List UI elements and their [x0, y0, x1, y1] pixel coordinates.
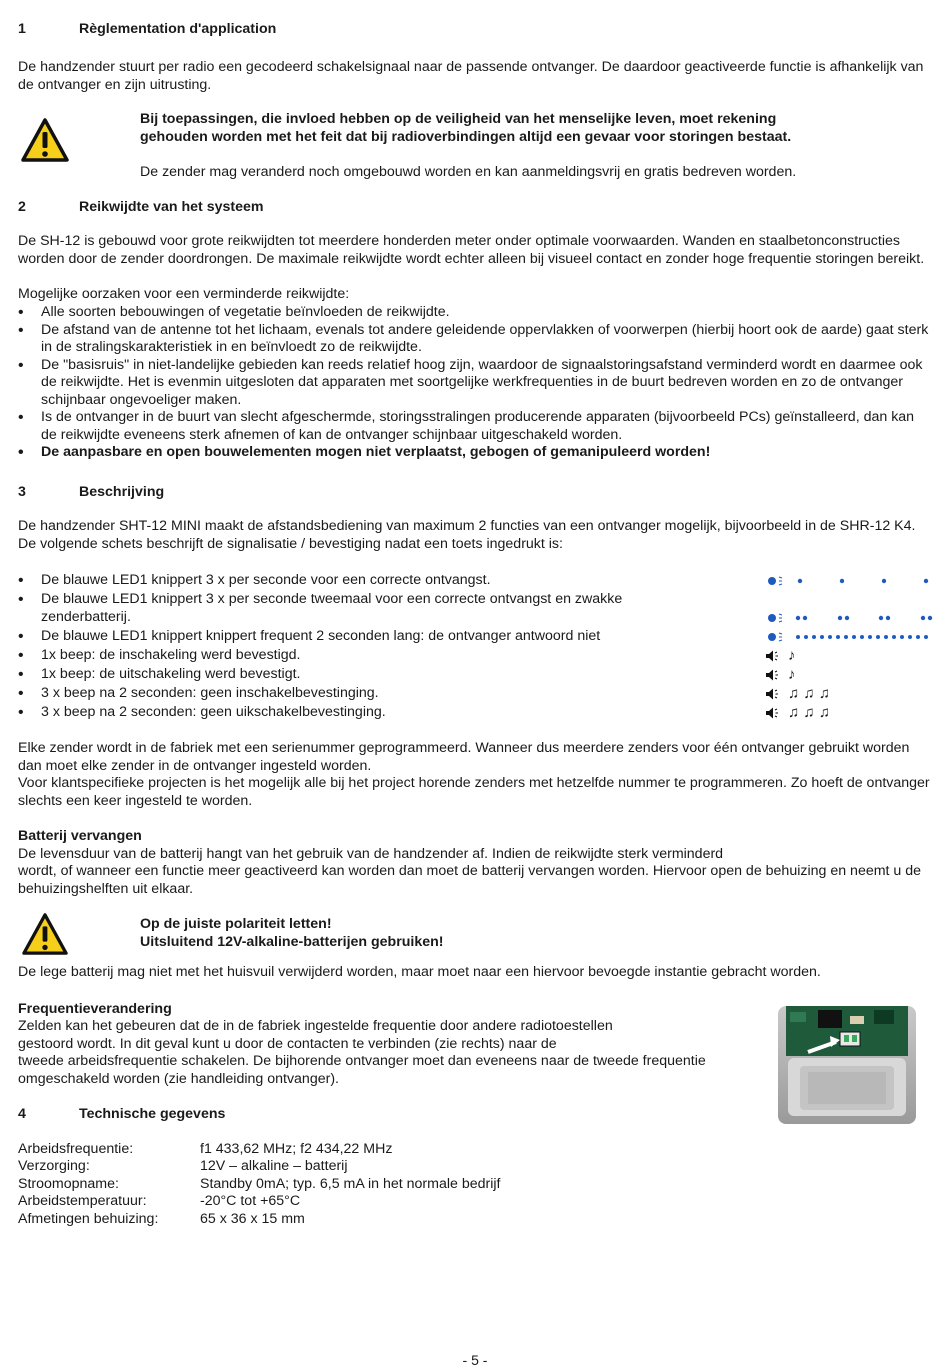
signal-row — [18, 704, 930, 722]
spec-label: Stroomopname: — [18, 1176, 119, 1192]
section-number: 4 — [18, 1106, 26, 1122]
paragraph: De lege batterij mag niet met het huisvuil verwijderd worden, maar moet naar een hiervoor bevoegde instantie gebracht worden. — [18, 964, 821, 980]
signal-row — [18, 647, 930, 665]
warning-text-line: Bij toepassingen, die invloed hebben op de veiligheid van het menselijke leven, moet rekening — [140, 111, 777, 127]
paragraph: De handzender stuurt per radio een gecodeerd schakelsignaal naar de passende ontvanger. De daardoor geactiveerde functie is afhankelijk van de ontvanger en zijn uitrusting. — [18, 59, 924, 93]
section-number: 1 — [18, 21, 26, 37]
signal-text: • De blauwe LED1 knippert knippert frequent 2 seconden lang: de ontvanger antwoord niet — [18, 628, 600, 646]
beep-indicator — [748, 666, 938, 684]
signal-text: • 3 x beep na 2 seconden: geen uikschakelbevestinging. — [18, 704, 386, 722]
subheading: Frequentieverandering — [18, 1001, 172, 1017]
paragraph: De zender mag veranderd noch omgebouwd worden en kan aanmeldingsvrij en gratis bedreven worden. — [140, 164, 797, 180]
speaker-icon — [765, 649, 783, 663]
signal-row — [18, 628, 930, 646]
section-4-heading — [18, 1106, 930, 1124]
page-number: - 5 - — [462, 1352, 488, 1368]
paragraph-line: gestoord wordt. In dit geval kunt u door de contacten te verbinden (zie rechts) naar de — [18, 1036, 557, 1052]
spec-label: Afmetingen behuizing: — [18, 1211, 159, 1227]
warning-text-line: Uitsluitend 12V-alkaline-batterijen gebruiken! — [140, 934, 444, 950]
warning-icon — [20, 912, 70, 956]
paragraph-line: tweede arbeidsfrequentie schakelen. De bijhorende ontvanger moet dan eveneens naar de tweede frequentie — [18, 1053, 706, 1069]
paragraph: De handzender SHT-12 MINI maakt de afstandsbediening van maximum 2 functies van een ontvanger mogelijk, bijvoorbeeld in de SHR-12 K4. De volgende schets beschrijft de signalisatie / bevestiging nadat een toets ingedrukt is: — [18, 518, 916, 552]
section-number: 2 — [18, 199, 26, 215]
signal-text: zenderbatterij. — [41, 609, 131, 625]
beep-indicator — [748, 704, 938, 722]
section-2-heading — [18, 199, 930, 217]
note-icon: ♪ — [788, 666, 796, 683]
led-blink-pattern-icon — [748, 572, 938, 590]
section-1-heading — [18, 21, 930, 39]
spec-value: -20°C tot +65°C — [200, 1193, 301, 1209]
signal-text: • De blauwe LED1 knippert 3 x per seconde voor een correcte ontvangst. — [18, 572, 491, 590]
spec-value: Standby 0mA; typ. 6,5 mA in het normale bedrijf — [200, 1176, 501, 1192]
paragraph-line: Zelden kan het gebeuren dat de in de fabriek ingestelde frequentie door andere radiotoestellen — [18, 1018, 613, 1034]
spec-label: Arbeidstemperatuur: — [18, 1193, 147, 1209]
spec-label: Arbeidsfrequentie: — [18, 1141, 134, 1157]
beep-indicator — [748, 647, 938, 665]
led-fast-blink-pattern-icon — [748, 628, 938, 646]
signal-row — [18, 591, 930, 627]
paragraph: Mogelijke oorzaken voor een verminderde reikwijdte: — [18, 286, 350, 302]
list-item: • Alle soorten bebouwingen of vegetatie beïnvloeden de reikwijdte. — [18, 304, 930, 322]
spec-value: 12V – alkaline – batterij — [200, 1158, 348, 1174]
list-item: • De afstand van de antenne tot het lichaam, evenals tot andere geleidende oppervlakken of voorwerpen (hierbij hoort ook de aarde) gaat sterk in de stralingskarakteristiek in en beïnvloedt zo de reikwijdte. — [18, 322, 930, 357]
speaker-icon — [765, 668, 783, 682]
triple-note-icon: ♫ ♫ ♫ — [788, 685, 831, 702]
signal-row — [18, 572, 930, 590]
signal-text: • De blauwe LED1 knippert 3 x per seconde tweemaal voor een correcte ontvangst en zwakke — [18, 591, 622, 609]
section-title: Règlementation d'application — [79, 21, 277, 37]
paragraph-line: omgeschakeld worden (zie handleiding ontvanger). — [18, 1071, 339, 1087]
section-title: Reikwijdte van het systeem — [79, 199, 264, 215]
list-item: • Is de ontvanger in de buurt van slecht afgeschermde, storingsstralingen producerende apparaten (bijvoorbeeld PCs) geïnstalleerd, dan kan de reikwijdte eveneens sterk afnemen of kan de ontvanger schijnbaar uitgeschakeld worden. — [18, 409, 930, 444]
paragraph: wordt, of wanneer een functie meer geactiveerd kan worden dan moet de batterij vervangen worden. Hiervoor open de behuizing en neemt u de behuizingshelften uit elkaar. — [18, 863, 922, 897]
bullet-list — [18, 304, 930, 462]
section-number: 3 — [18, 484, 26, 500]
paragraph: Elke zender wordt in de fabriek met een serienummer geprogrammeerd. Wanneer dus meerdere zenders voor één ontvanger gebruikt worden dan moet elke zender in de ontvanger ingesteld worden. — [18, 740, 910, 774]
paragraph: De SH-12 is gebouwd voor grote reikwijdten tot meerdere honderden meter onder optimale voorwaarden. Wanden en staalbetonconstructies worden door de zender doordrongen. De maximale reikwijdte wordt echter alleen bij visueel contact en zonder hoge frequentie storingen bereikt. — [18, 233, 925, 267]
signal-text: • 1x beep: de uitschakeling werd bevestigt. — [18, 666, 300, 684]
list-item: • De "basisruis" in niet-landelijke gebieden kan reeds relatief hoog zijn, waardoor de signaalstoringsafstand verminderd wordt en daarmee ook de reikwijdte. Het is evenmin uitgesloten dat apparaten met soortgelijke werkfrequenties in de buurt bedreven worden en zo de ontvanger schijnbaar ongevoeliger maken. — [18, 357, 930, 410]
signal-row — [18, 666, 930, 684]
speaker-icon — [765, 706, 783, 720]
speaker-icon — [765, 687, 783, 701]
beep-indicator — [748, 685, 938, 703]
led-double-blink-pattern-icon — [748, 609, 938, 627]
paragraph: Voor klantspecifieke projecten is het mogelijk alle bij het project horende zenders met hetzelfde nummer te programmeren. Zo hoeft de ontvanger slechts een keer ingesteld te worden. — [18, 775, 930, 809]
note-icon: ♪ — [788, 647, 796, 664]
spec-label: Verzorging: — [18, 1158, 90, 1174]
list-item: • De aanpasbare en open bouwelementen mogen niet verplaatst, gebogen of gemanipuleerd worden! — [18, 444, 930, 462]
subheading: Batterij vervangen — [18, 828, 142, 844]
section-3-heading — [18, 484, 930, 502]
section-title: Technische gegevens — [79, 1106, 226, 1122]
spec-value: 65 x 36 x 15 mm — [200, 1211, 305, 1227]
signal-text: • 3 x beep na 2 seconden: geen inschakelbevestinging. — [18, 685, 379, 703]
triple-note-icon: ♫ ♫ ♫ — [788, 704, 831, 721]
spec-value: f1 433,62 MHz; f2 434,22 MHz — [200, 1141, 393, 1157]
section-title: Beschrijving — [79, 484, 165, 500]
paragraph-line: De levensduur van de batterij hangt van het gebruik van de handzender af. Indien de reikwijdte sterk verminderd — [18, 846, 724, 862]
signal-text: • 1x beep: de inschakeling werd bevestigd. — [18, 647, 300, 665]
signal-row — [18, 685, 930, 703]
warning-text-line: gehouden worden met het feit dat bij radioverbindingen altijd een gevaar voor storingen bestaat. — [140, 129, 792, 145]
warning-text-line: Op de juiste polariteit letten! — [140, 916, 332, 932]
warning-icon — [20, 117, 70, 163]
